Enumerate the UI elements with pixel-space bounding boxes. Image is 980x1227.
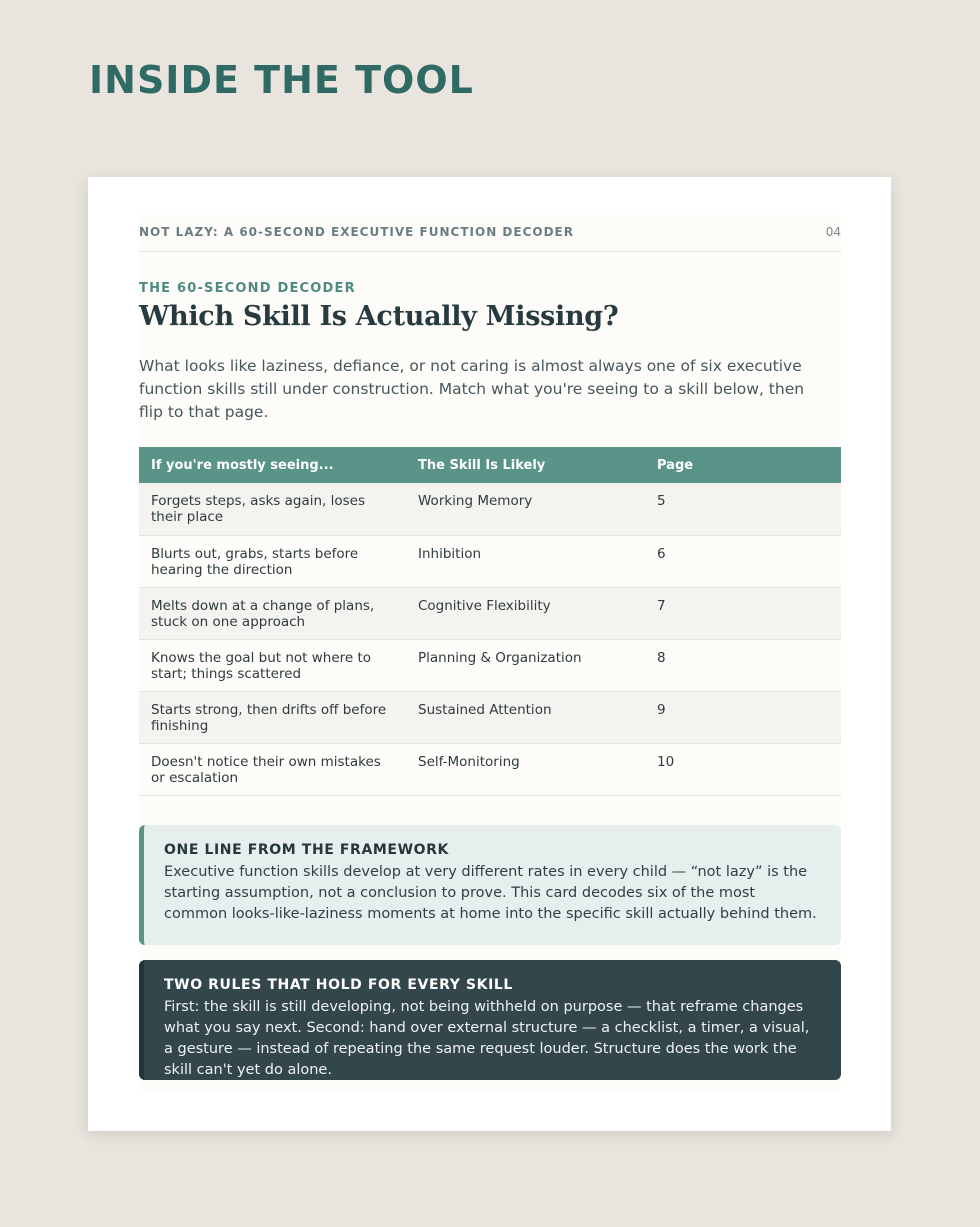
table-row [139, 691, 841, 743]
cell-page: 7 [645, 587, 841, 639]
table-row [139, 483, 841, 535]
framework-callout-body: Executive function skills develop at very different rates in every child — “not lazy” is the starting assumption, not a conclusion to prove. This card decodes six of the most common looks-like-laziness moments at home into the specific skill actually behind them. [164, 864, 817, 922]
rules-callout-title: TWO RULES THAT HOLD FOR EVERY SKILL [164, 977, 513, 993]
decoder-table [139, 447, 841, 796]
rules-callout-body: First: the skill is still developing, not being withheld on purpose — that reframe changes what you say next. Second: hand over external structure — a checklist, a timer, a visual, a gesture — instead of repeating the same request louder. Structure does the work the skill can't yet do alone. [164, 999, 810, 1078]
cell-skill: Working Memory [406, 483, 645, 535]
hero-title: INSIDE THE TOOL [89, 58, 474, 102]
cell-skill: Cognitive Flexibility [406, 587, 645, 639]
running-title: NOT LAZY: A 60-SECOND EXECUTIVE FUNCTION DECODER [139, 225, 574, 239]
cell-page: 9 [645, 691, 841, 743]
framework-callout [139, 825, 841, 945]
cell-seeing: Blurts out, grabs, starts before hearing the direction [139, 535, 406, 587]
cell-seeing: Doesn't notice their own mistakes or escalation [139, 743, 406, 795]
cell-skill: Inhibition [406, 535, 645, 587]
cell-page: 10 [645, 743, 841, 795]
table-row [139, 587, 841, 639]
cell-seeing: Starts strong, then drifts off before finishing [139, 691, 406, 743]
cell-skill: Self-Monitoring [406, 743, 645, 795]
document-card [88, 177, 891, 1131]
cell-page: 8 [645, 639, 841, 691]
column-header-page: Page [645, 447, 841, 483]
column-header-skill: The Skill Is Likely [406, 447, 645, 483]
framework-callout-title: ONE LINE FROM THE FRAMEWORK [164, 842, 449, 858]
table-header-row [139, 447, 841, 483]
rules-callout [139, 960, 841, 1080]
table-row [139, 743, 841, 795]
running-header [139, 215, 841, 252]
table-row [139, 639, 841, 691]
cell-seeing: Melts down at a change of plans, stuck on one approach [139, 587, 406, 639]
cell-seeing: Knows the goal but not where to start; things scattered [139, 639, 406, 691]
intro-paragraph: What looks like laziness, defiance, or not caring is almost always one of six executive function skills still under construction. Match what you're seeing to a skill below, then flip to that page. [139, 357, 805, 421]
document-page [139, 215, 841, 1091]
section-title: Which Skill Is Actually Missing? [139, 301, 619, 332]
column-header-seeing: If you're mostly seeing... [139, 447, 406, 483]
page-number: 04 [825, 225, 841, 239]
cell-skill: Sustained Attention [406, 691, 645, 743]
section-eyebrow: THE 60-SECOND DECODER [139, 281, 356, 296]
cell-skill: Planning & Organization [406, 639, 645, 691]
cell-seeing: Forgets steps, asks again, loses their place [139, 483, 406, 535]
table-row [139, 535, 841, 587]
cell-page: 5 [645, 483, 841, 535]
cell-page: 6 [645, 535, 841, 587]
